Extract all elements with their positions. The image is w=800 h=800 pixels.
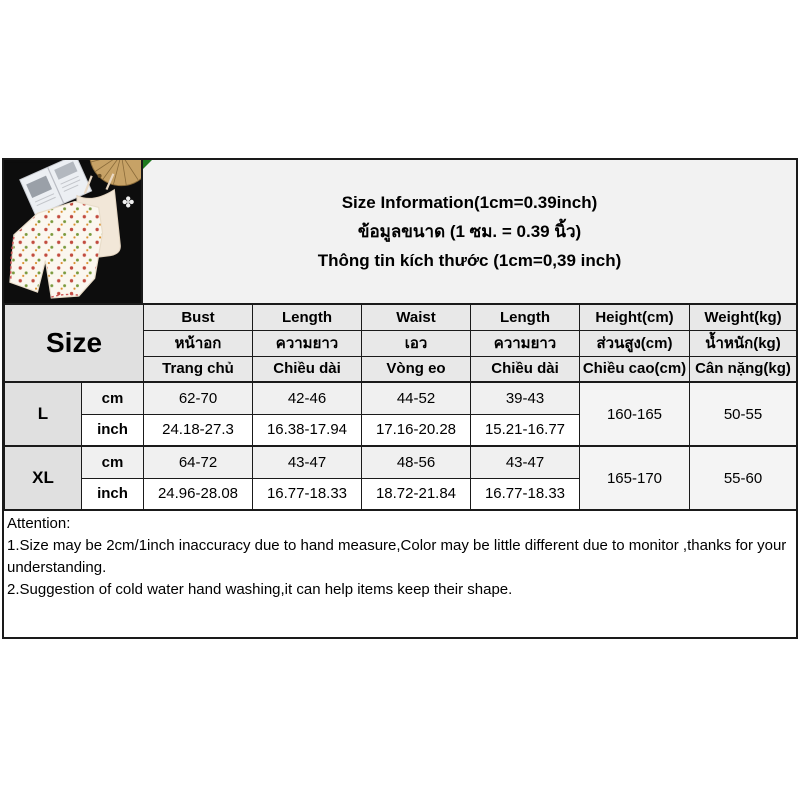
l-cm-waist: 44-52: [362, 382, 471, 414]
col-header-length1-en: Length: [253, 304, 362, 330]
l-inch-bust: 24.18-27.3: [144, 414, 253, 446]
attention-section: [4, 511, 796, 637]
unit-label-inch: inch: [82, 414, 144, 446]
size-header-cell: Size: [5, 304, 144, 382]
col-header-weight-th: น้ำหนัก(kg): [690, 330, 797, 356]
xl-weight-range: 55-60: [690, 446, 797, 510]
header-row-english: [5, 304, 797, 330]
title-english: Size Information(1cm=0.39inch): [341, 193, 598, 212]
unit-label-cm-xl: cm: [82, 446, 144, 478]
col-header-waist-en: Waist: [362, 304, 471, 330]
l-inch-waist: 17.16-20.28: [362, 414, 471, 446]
xl-cm-length2: 43-47: [471, 446, 580, 478]
xl-inch-bust: 24.96-28.08: [144, 478, 253, 510]
table-row-l-cm: [5, 382, 797, 414]
l-height-range: 160-165: [580, 382, 690, 446]
col-header-bust-en: Bust: [144, 304, 253, 330]
product-photo-illustration: [4, 160, 141, 303]
xl-inch-length1: 16.77-18.33: [253, 478, 362, 510]
col-header-waist-th: เอว: [362, 330, 471, 356]
size-value-l: L: [5, 382, 82, 446]
col-header-bust-vi: Trang chủ: [144, 356, 253, 382]
xl-cm-waist: 48-56: [362, 446, 471, 478]
title-vietnamese: Thông tin kích thước (1cm=0,39 inch): [317, 251, 622, 270]
corner-marker-icon: [143, 160, 152, 169]
col-header-length2-vi: Chiều dài: [471, 356, 580, 382]
xl-cm-bust: 64-72: [144, 446, 253, 478]
l-inch-length2: 15.21-16.77: [471, 414, 580, 446]
title-area: [143, 160, 796, 303]
col-header-height-vi: Chiều cao(cm): [580, 356, 690, 382]
l-cm-length1: 42-46: [253, 382, 362, 414]
l-inch-length1: 16.38-17.94: [253, 414, 362, 446]
col-header-bust-th: หน้าอก: [144, 330, 253, 356]
col-header-length2-th: ความยาว: [471, 330, 580, 356]
unit-label-cm: cm: [82, 382, 144, 414]
xl-height-range: 165-170: [580, 446, 690, 510]
l-cm-bust: 62-70: [144, 382, 253, 414]
size-chart-panel: [2, 158, 798, 639]
l-weight-range: 50-55: [690, 382, 797, 446]
xl-inch-waist: 18.72-21.84: [362, 478, 471, 510]
table-row-xl-cm: [5, 446, 797, 478]
col-header-waist-vi: Vòng eo: [362, 356, 471, 382]
col-header-length2-en: Length: [471, 304, 580, 330]
col-header-height-en: Height(cm): [580, 304, 690, 330]
title-thai: ข้อมูลขนาด (1 ซม. = 0.39 นิ้ว): [357, 222, 582, 241]
attention-heading: Attention:: [7, 515, 71, 532]
col-header-length1-vi: Chiều dài: [253, 356, 362, 382]
col-header-height-th: ส่วนสูง(cm): [580, 330, 690, 356]
attention-note-1: 1.Size may be 2cm/1inch inaccuracy due to hand measure,Color may be little different due to monitor ,thanks for your understanding.: [7, 537, 787, 576]
xl-inch-length2: 16.77-18.33: [471, 478, 580, 510]
product-photo: [4, 160, 143, 303]
l-cm-length2: 39-43: [471, 382, 580, 414]
size-table: [4, 303, 797, 511]
attention-note-2: 2.Suggestion of cold water hand washing,it can help items keep their shape.: [7, 581, 513, 598]
unit-label-inch-xl: inch: [82, 478, 144, 510]
col-header-weight-vi: Cân nặng(kg): [690, 356, 797, 382]
col-header-weight-en: Weight(kg): [690, 304, 797, 330]
col-header-length1-th: ความยาว: [253, 330, 362, 356]
size-value-xl: XL: [5, 446, 82, 510]
header-section: [4, 160, 796, 303]
xl-cm-length1: 43-47: [253, 446, 362, 478]
